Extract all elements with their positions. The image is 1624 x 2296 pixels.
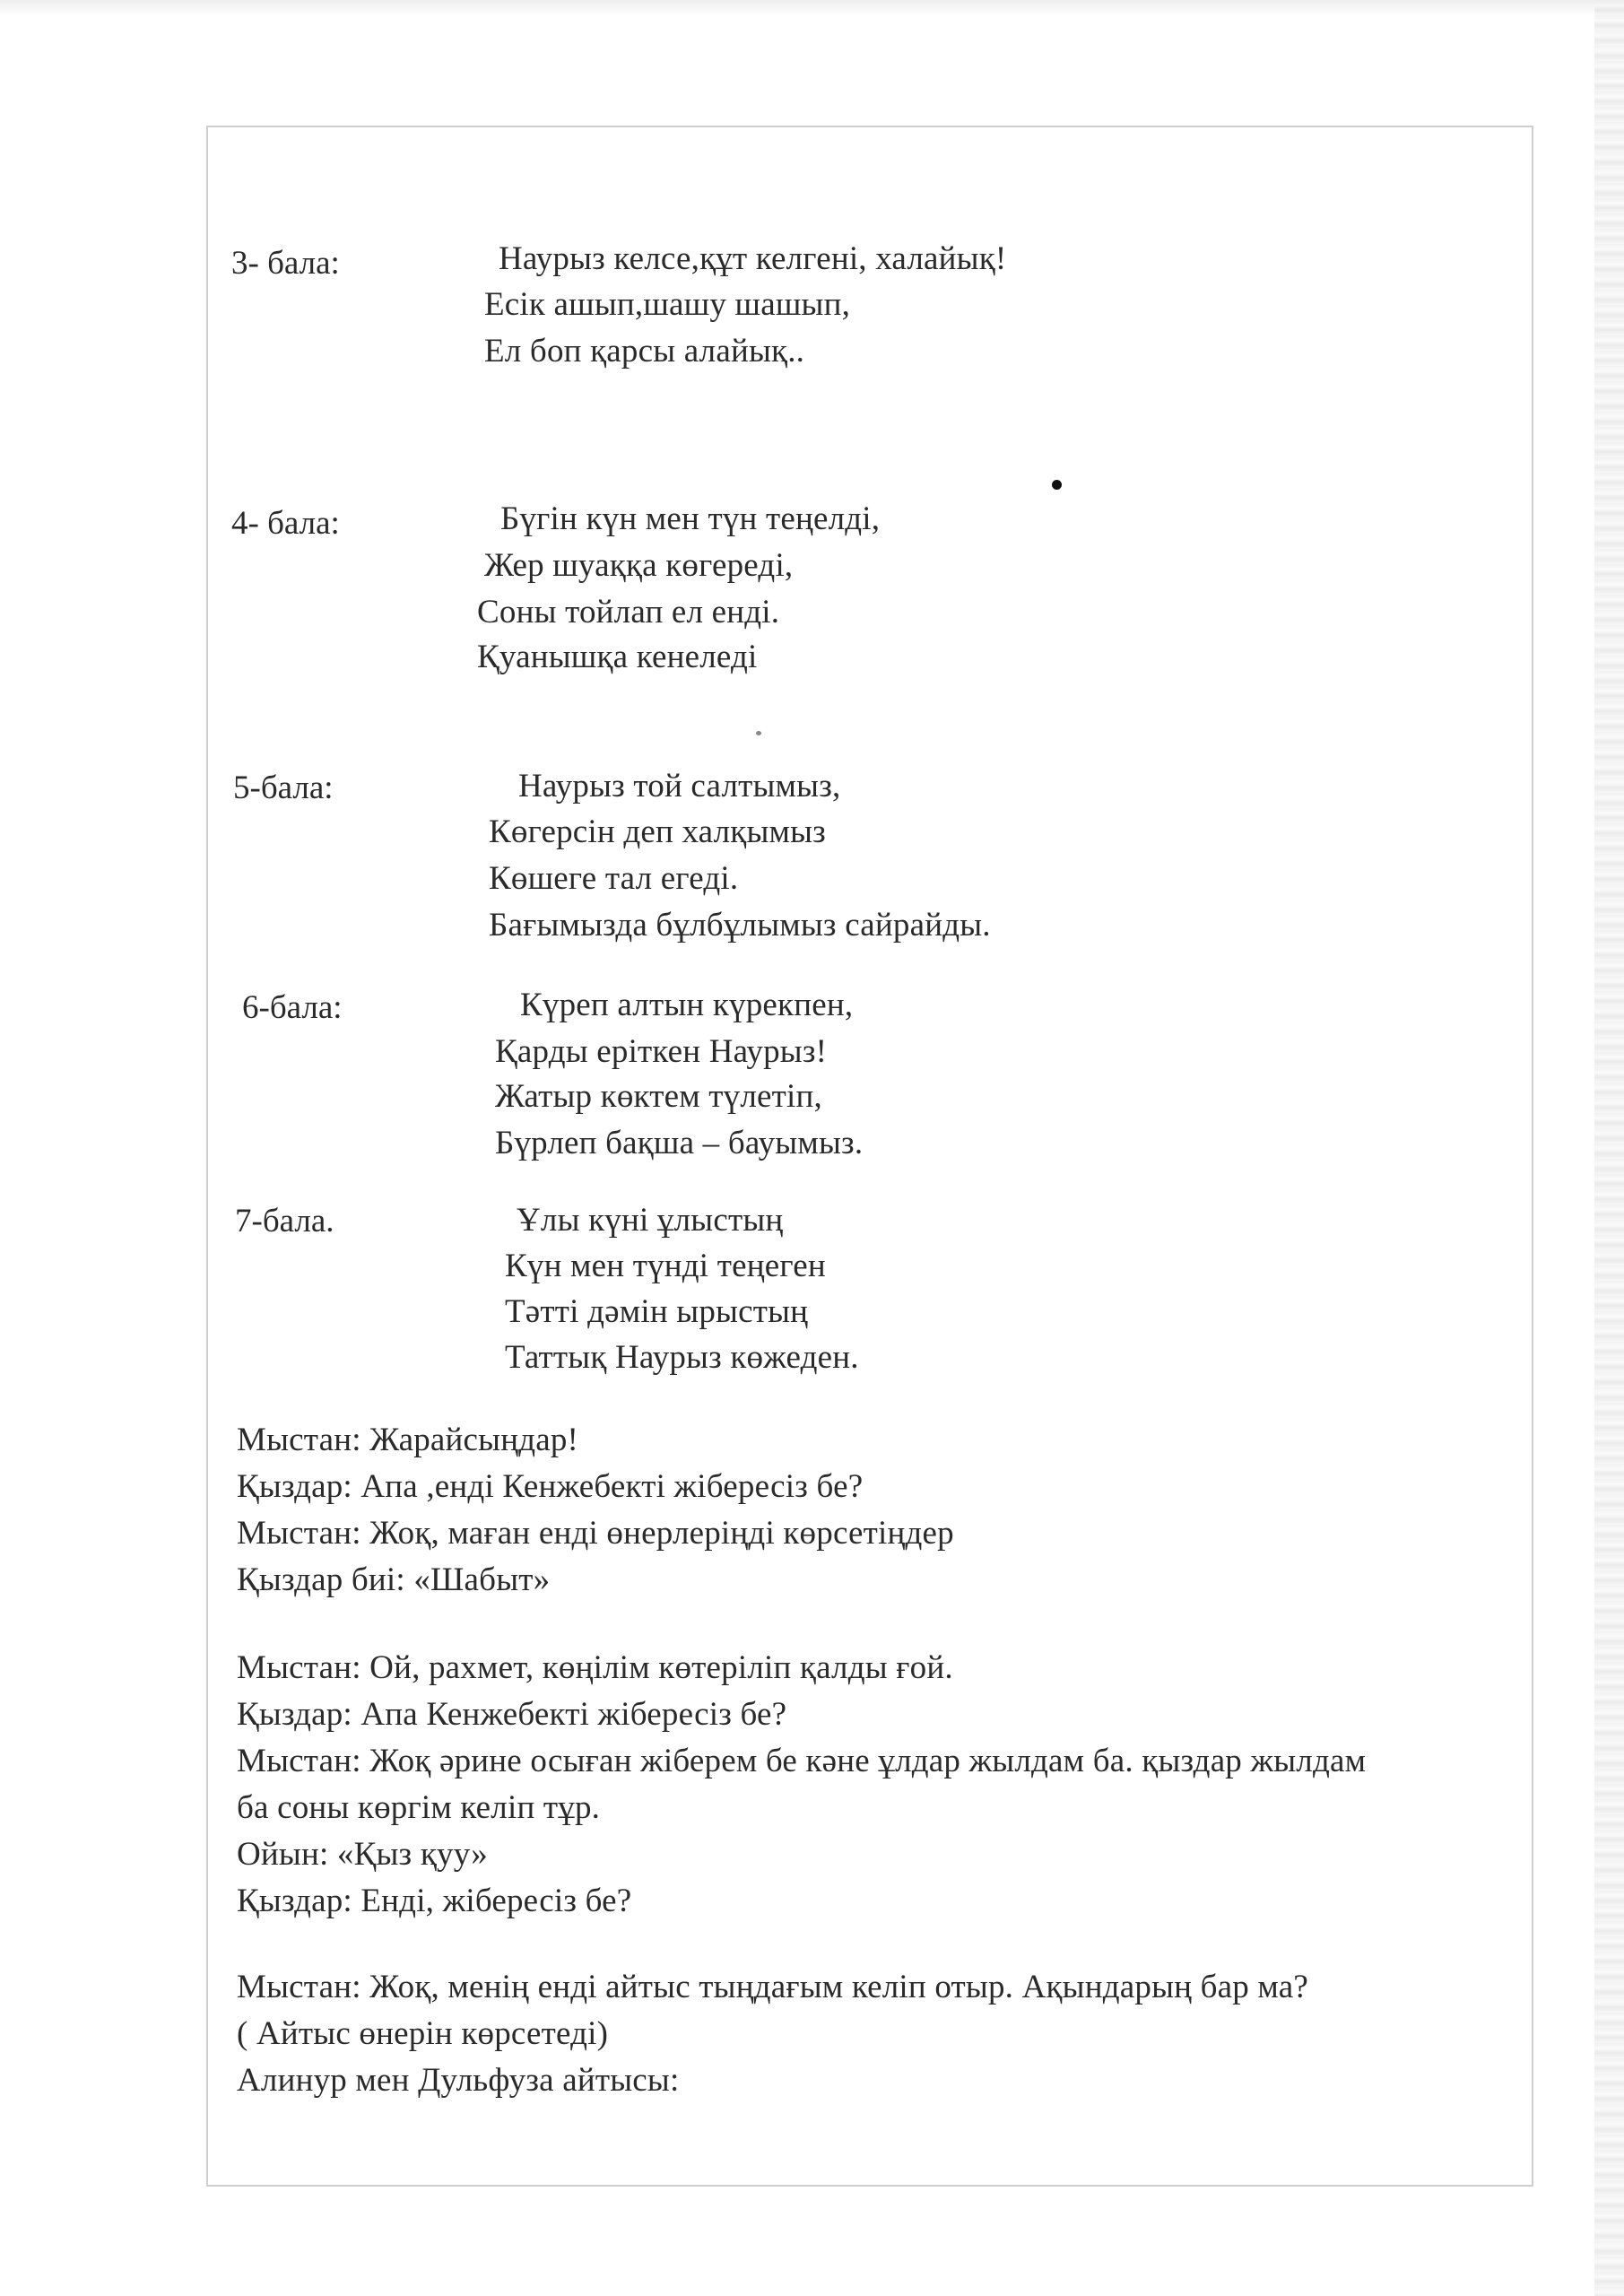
verse-line: Көгерсін деп халқымыз	[489, 813, 826, 850]
verse-line: Күреп алтын күрекпен,	[520, 987, 854, 1023]
dialogue-line: Қыздар биі: «Шабыт»	[237, 1561, 551, 1598]
verse-line: Таттық Наурыз көжеден.	[505, 1339, 859, 1376]
scan-speck	[756, 731, 761, 735]
verse-line: Жер шуаққа көгереді,	[484, 547, 794, 584]
verse-line: Наурыз келсе,құт келгені, халайық!	[499, 240, 1007, 277]
dialogue-line: Қыздар: Апа Кенжебекті жібересіз бе?	[237, 1696, 787, 1733]
dialogue-line: Мыстан: Жоқ, менің енді айтыс тыңдағым келіп отыр. Ақындарың бар ма?	[237, 1969, 1308, 2005]
verse-line: Жатыр көктем түлетіп,	[495, 1078, 822, 1115]
verse-line: Қуанышқа кенеледі	[477, 639, 758, 675]
verse-label: 4- бала:	[231, 505, 340, 542]
dialogue-line: Мыстан: Жоқ әрине осыған жіберем бе кәне ұлдар жылдам ба. қыздар жылдам	[237, 1743, 1367, 1779]
dialogue-line: ба соны көргім келіп тұр.	[237, 1789, 601, 1826]
verse-label: 3- бала:	[231, 245, 340, 282]
scan-speck	[1052, 480, 1062, 490]
verse-line: Ұлы күні ұлыстың	[517, 1202, 784, 1239]
scan-right-edge	[1594, 0, 1624, 2296]
dialogue-line: Алинур мен Дульфуза айтысы:	[237, 2062, 680, 2099]
dialogue-line: Мыстан: Ой, рахмет, көңілім көтеріліп қалды ғой.	[237, 1649, 953, 1686]
verse-line: Наурыз той салтымыз,	[518, 768, 841, 804]
verse-line: Тәтті дәмін ырыстың	[505, 1293, 809, 1330]
dialogue-line: Мыстан: Жоқ, маған енді өнерлеріңді көрсетіңдер	[237, 1515, 954, 1552]
verse-line: Бағымызда бұлбұлымыз сайрайды.	[489, 907, 991, 944]
verse-label: 6-бала:	[242, 989, 343, 1026]
dialogue-line: Ойын: «Қыз қуу»	[237, 1836, 489, 1873]
verse-line: Күн мен түнді теңеген	[505, 1248, 826, 1284]
dialogue-line: Қыздар: Апа ,енді Кенжебекті жібересіз бе?	[237, 1468, 864, 1505]
dialogue-line: Мыстан: Жарайсыңдар!	[237, 1422, 579, 1458]
verse-line: Есік ашып,шашу шашып,	[484, 286, 851, 323]
verse-line: Қарды еріткен Наурыз!	[495, 1033, 828, 1070]
verse-line: Бүгін күн мен түн теңелді,	[500, 500, 881, 537]
verse-line: Бүрлеп бақша – бауымыз.	[495, 1125, 864, 1161]
verse-label: 5-бала:	[233, 770, 334, 806]
dialogue-line: ( Айтыс өнерін көрсетеді)	[237, 2015, 609, 2052]
scan-top-shadow	[0, 0, 1624, 16]
page-border	[206, 126, 1533, 2187]
verse-line: Соны тойлап ел енді.	[477, 594, 780, 631]
verse-line: Ел боп қарсы алайық..	[484, 333, 805, 370]
verse-line: Көшеге тал егеді.	[489, 860, 739, 897]
dialogue-line: Қыздар: Енді, жібересіз бе?	[237, 1883, 632, 1919]
verse-label: 7-бала.	[235, 1203, 334, 1239]
